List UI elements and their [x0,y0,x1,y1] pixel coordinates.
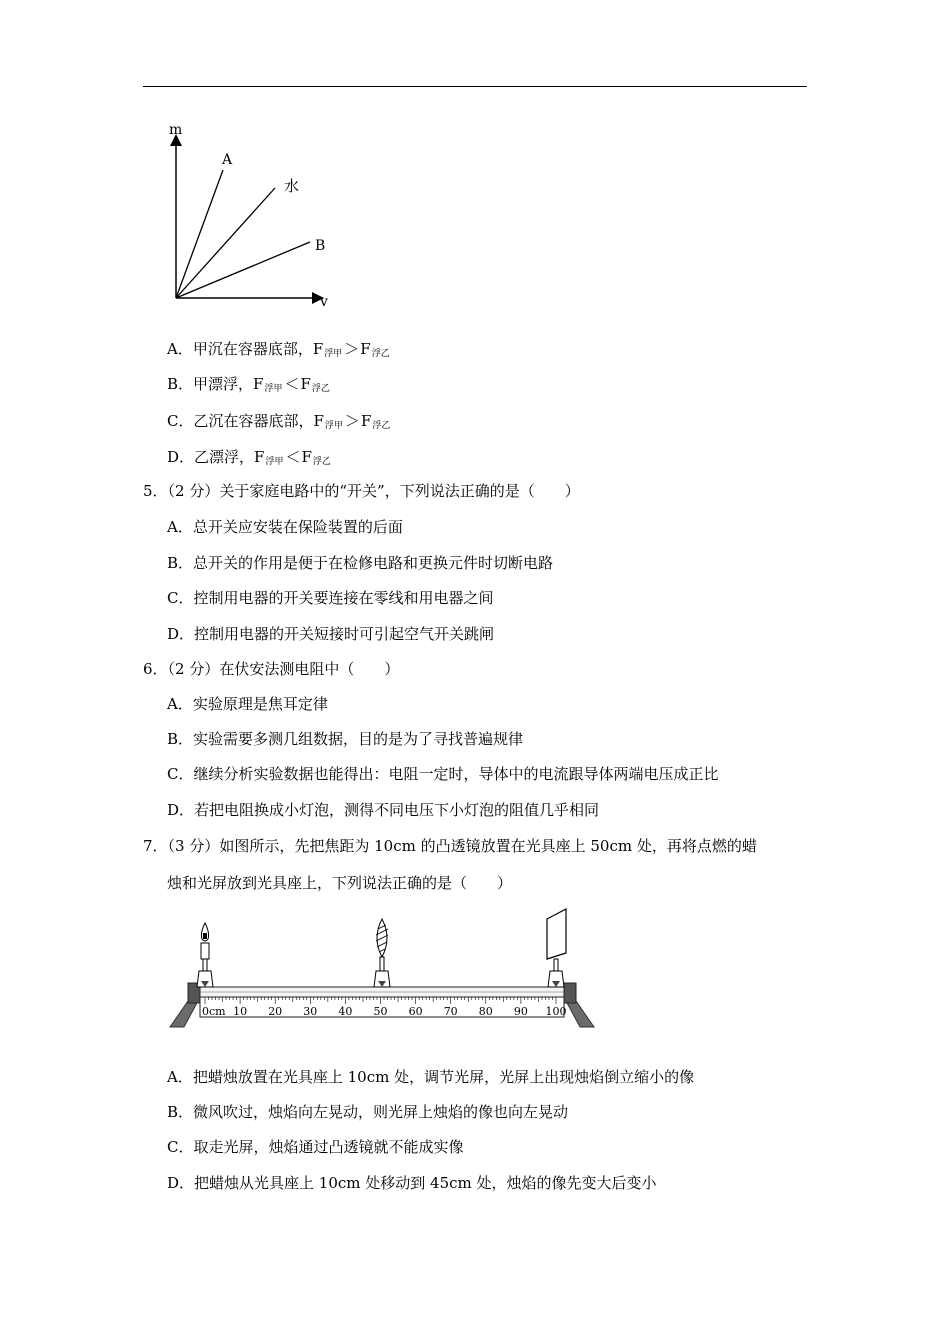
q6-stem: 6．（2 分）在伏安法测电阻中（ ） [143,660,400,678]
bench-right-end [564,983,576,1003]
bench-label: 30 [303,1005,318,1018]
q5-option-c: C．控制用电器的开关要连接在零线和用电器之间 [167,589,494,607]
label-b: B [315,238,326,254]
q5-option-b: B．总开关的作用是便于在检修电路和更换元件时切断电路 [167,554,554,572]
bench-label: 60 [408,1005,423,1018]
q7-option-a: A．把蜡烛放置在光具座上 10cm 处，调节光屏，光屏上出现烛焰倒立缩小的像 [167,1068,695,1086]
candle [197,923,213,987]
candle-stand [203,959,207,971]
bench-label: 100 [545,1005,567,1018]
line-a [176,170,223,298]
bench-label: 20 [268,1005,283,1018]
label-water: 水 [284,177,300,195]
y-axis-label: m [169,122,183,138]
bench-label: 90 [513,1005,528,1018]
q6-option-d: D．若把电阻换成小灯泡，测得不同电压下小灯泡的阻值几乎相同 [167,801,600,819]
bench-label: 80 [478,1005,493,1018]
mass-volume-graph [150,118,350,318]
q7-stem-line2: 烛和光屏放到光具座上，下列说法正确的是（ ） [167,874,513,892]
q4-option-a: A．甲沉在容器底部，$F_{浮甲} >F_{浮乙}$ [167,340,390,359]
q7-option-c: C．取走光屏，烛焰通过凸透镜就不能成实像 [167,1138,464,1156]
line-water [176,188,275,298]
q5-option-d: D．控制用电器的开关短接时可引起空气开关跳闸 [167,625,495,643]
bench-label: 10 [233,1005,248,1018]
bench-left-leg [170,1001,198,1027]
q4-option-b: B．甲漂浮，$F_{浮甲} <F_{浮乙}$ [167,375,330,394]
q7-option-b: B．微风吹过，烛焰向左晃动，则光屏上烛焰的像也向左晃动 [167,1103,569,1121]
q5-stem: 5．（2 分）关于家庭电路中的“开关”，下列说法正确的是（ ） [143,482,580,500]
q7-stem-line1: 7．（3 分）如图所示，先把焦距为 10cm 的凸透镜放置在光具座上 50cm 处，再将点燃的蜡 [143,837,757,855]
q4-option-d: D．乙漂浮，$F_{浮甲} <F_{浮乙}$ [167,448,331,467]
label-a: A [222,152,233,168]
convex-lens [374,919,390,987]
bench-right-leg [566,1001,594,1027]
optical-bench-figure [166,905,600,1033]
q6-option-b: B．实验需要多测几组数据，目的是为了寻找普遍规律 [167,730,524,748]
x-axis-label: v [320,294,328,310]
candle-flame-core [203,933,207,939]
lens-stand [380,957,384,971]
q6-option-a: A．实验原理是焦耳定律 [167,695,328,713]
bench-label: 70 [443,1005,458,1018]
bench-label: 40 [338,1005,353,1018]
light-screen [547,909,566,987]
q4-option-c: C．乙沉在容器底部，$F_{浮甲} >F_{浮乙}$ [167,412,391,431]
q7-option-d: D．把蜡烛从光具座上 10cm 处移动到 45cm 处，烛焰的像先变大后变小 [167,1174,657,1192]
q6-option-c: C．继续分析实验数据也能得出：电阻一定时，导体中的电流跟导体两端电压成正比 [167,765,719,783]
bench-label: 50 [373,1005,388,1018]
line-b [176,242,310,298]
header-rule [143,86,807,87]
q5-option-a: A．总开关应安装在保险装置的后面 [167,518,403,536]
candle-body [201,943,209,959]
screen-panel [547,909,566,959]
bench-label: 0cm [202,1005,226,1018]
screen-stand [554,959,558,971]
